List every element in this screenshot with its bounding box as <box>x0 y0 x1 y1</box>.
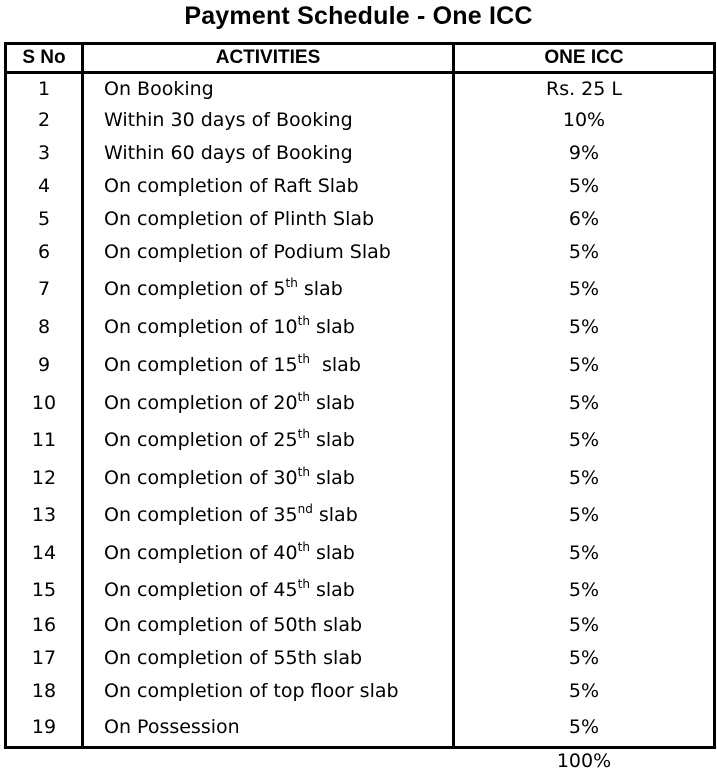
row-activity <box>83 309 454 346</box>
activity-text-suffix: slab <box>310 579 355 601</box>
activity-text-suffix: slab <box>310 429 355 451</box>
row-sno: 12 <box>6 459 83 497</box>
row-activity <box>83 534 454 572</box>
row-value: 6% <box>454 203 715 236</box>
row-value: 5% <box>454 422 715 459</box>
activity-text-suffix: slab <box>310 354 361 376</box>
row-activity <box>83 642 454 675</box>
activity-text: Within 60 days of Booking <box>104 142 353 164</box>
row-sno: 14 <box>6 534 83 572</box>
row-sno: 8 <box>6 309 83 346</box>
table-row <box>6 708 715 748</box>
ordinal-suffix: th <box>298 314 310 328</box>
table-row <box>6 104 715 137</box>
row-sno: 5 <box>6 203 83 236</box>
activity-text: On completion of 45 <box>104 579 298 601</box>
activity-text: Within 30 days of Booking <box>104 109 353 131</box>
table-row <box>6 236 715 269</box>
table-row <box>6 459 715 497</box>
activity-text: On completion of 55th slab <box>104 647 362 669</box>
activity-text: On Possession <box>104 716 240 738</box>
activity-text: On completion of Raft Slab <box>104 175 359 197</box>
activity-text: On completion of 10 <box>104 316 298 338</box>
row-value: 5% <box>454 708 715 748</box>
ordinal-suffix: nd <box>298 502 313 516</box>
table-row <box>6 497 715 534</box>
total-spacer-activity <box>83 748 454 773</box>
row-activity <box>83 708 454 748</box>
header-one-icc: ONE ICC <box>454 44 715 73</box>
activity-text: On completion of top floor slab <box>104 680 399 702</box>
ordinal-suffix: th <box>298 352 310 366</box>
row-sno: 1 <box>6 73 83 104</box>
table-row <box>6 170 715 203</box>
activity-text: On Booking <box>104 78 214 100</box>
activity-text: On completion of 40 <box>104 542 298 564</box>
row-value: 5% <box>454 170 715 203</box>
row-activity <box>83 459 454 497</box>
row-value: Rs. 25 L <box>454 73 715 104</box>
ordinal-suffix: th <box>298 427 310 441</box>
row-activity <box>83 203 454 236</box>
row-activity <box>83 609 454 642</box>
row-value: 5% <box>454 609 715 642</box>
row-sno: 19 <box>6 708 83 748</box>
table-row <box>6 642 715 675</box>
row-activity <box>83 137 454 170</box>
row-value: 5% <box>454 346 715 384</box>
row-value: 5% <box>454 642 715 675</box>
total-row <box>6 748 715 773</box>
row-activity <box>83 422 454 459</box>
row-sno: 9 <box>6 346 83 384</box>
ordinal-suffix: th <box>298 577 310 591</box>
row-activity <box>83 269 454 309</box>
total-spacer-sno <box>6 748 83 773</box>
table-row <box>6 534 715 572</box>
activity-text-suffix: slab <box>313 504 358 526</box>
row-sno: 3 <box>6 137 83 170</box>
table-row <box>6 384 715 422</box>
table-body <box>6 73 715 748</box>
row-sno: 10 <box>6 384 83 422</box>
activity-text: On completion of 25 <box>104 429 298 451</box>
table-row <box>6 309 715 346</box>
row-activity <box>83 236 454 269</box>
ordinal-suffix: th <box>286 276 298 290</box>
row-sno: 16 <box>6 609 83 642</box>
row-sno: 7 <box>6 269 83 309</box>
table-row <box>6 203 715 236</box>
row-activity <box>83 384 454 422</box>
table-header-row <box>6 44 715 73</box>
activity-text-suffix: slab <box>298 278 343 300</box>
header-activities: ACTIVITIES <box>83 44 454 73</box>
row-activity <box>83 73 454 104</box>
header-sno: S No <box>6 44 83 73</box>
row-value: 9% <box>454 137 715 170</box>
payment-schedule-table <box>4 42 716 773</box>
row-value: 5% <box>454 309 715 346</box>
row-value: 5% <box>454 269 715 309</box>
row-value: 5% <box>454 459 715 497</box>
activity-text-suffix: slab <box>310 467 355 489</box>
table-row <box>6 572 715 609</box>
activity-text-suffix: slab <box>310 316 355 338</box>
row-activity <box>83 104 454 137</box>
activity-text-suffix: slab <box>310 392 355 414</box>
table-row <box>6 137 715 170</box>
row-sno: 17 <box>6 642 83 675</box>
row-value: 5% <box>454 572 715 609</box>
row-value: 5% <box>454 675 715 708</box>
row-sno: 11 <box>6 422 83 459</box>
row-sno: 4 <box>6 170 83 203</box>
row-activity <box>83 675 454 708</box>
ordinal-suffix: th <box>298 390 310 404</box>
activity-text: On completion of 15 <box>104 354 298 376</box>
table-row <box>6 675 715 708</box>
activity-text: On completion of 50th slab <box>104 614 362 636</box>
total-value: 100% <box>454 748 715 773</box>
table-row <box>6 609 715 642</box>
row-value: 5% <box>454 384 715 422</box>
row-sno: 18 <box>6 675 83 708</box>
activity-text: On completion of 35 <box>104 504 298 526</box>
ordinal-suffix: th <box>298 540 310 554</box>
row-value: 5% <box>454 534 715 572</box>
row-activity <box>83 170 454 203</box>
row-sno: 15 <box>6 572 83 609</box>
table-row <box>6 73 715 104</box>
page-title: Payment Schedule - One ICC <box>0 0 717 32</box>
row-activity <box>83 497 454 534</box>
activity-text: On completion of Plinth Slab <box>104 208 374 230</box>
ordinal-suffix: th <box>298 465 310 479</box>
row-activity <box>83 572 454 609</box>
table-row <box>6 346 715 384</box>
row-value: 5% <box>454 497 715 534</box>
activity-text: On completion of Podium Slab <box>104 241 391 263</box>
activity-text: On completion of 5 <box>104 278 286 300</box>
row-activity <box>83 346 454 384</box>
row-sno: 13 <box>6 497 83 534</box>
row-value: 10% <box>454 104 715 137</box>
table-row <box>6 422 715 459</box>
activity-text-suffix: slab <box>310 542 355 564</box>
activity-text: On completion of 20 <box>104 392 298 414</box>
row-sno: 2 <box>6 104 83 137</box>
row-value: 5% <box>454 236 715 269</box>
table-row <box>6 269 715 309</box>
activity-text: On completion of 30 <box>104 467 298 489</box>
row-sno: 6 <box>6 236 83 269</box>
